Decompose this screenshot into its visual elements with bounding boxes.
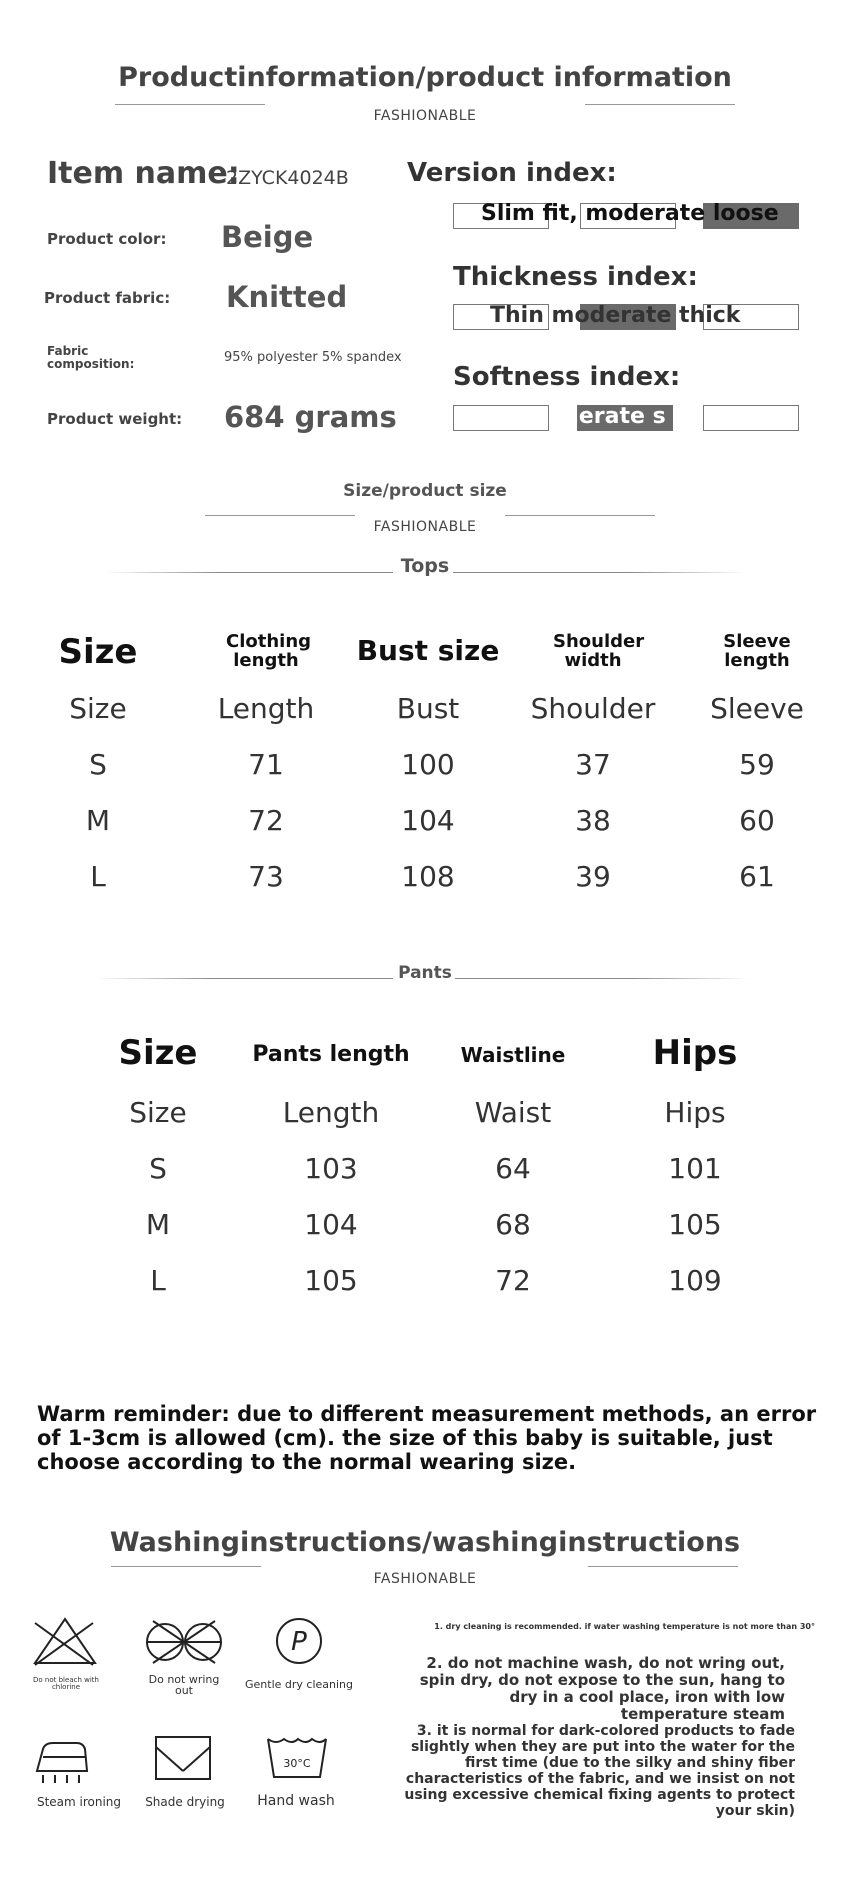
- tops-cell: 100: [401, 748, 455, 781]
- tops-cell: 108: [401, 860, 455, 893]
- tops-cell: 37: [575, 748, 611, 781]
- tops-header: Sleeve length: [723, 631, 791, 671]
- no-wring-icon: [143, 1617, 225, 1667]
- washing-note-1: 1. dry cleaning is recommended. if water washing temperature is not more than 30°: [434, 1622, 815, 1631]
- tops-header: Clothing length: [226, 631, 312, 671]
- size-section-subtitle: FASHIONABLE: [373, 519, 477, 535]
- pants-cell: 109: [668, 1264, 722, 1297]
- washing-note-2: 2. do not machine wash, do not wring out, spin dry, do not expose to the sun, hang to dry in a cool place, iron with low temperature steam: [419, 1654, 785, 1723]
- color-value: Beige: [221, 220, 314, 254]
- pants-cell: S: [149, 1152, 167, 1185]
- no-bleach-label: Do not bleach with chlorine: [33, 1676, 99, 1691]
- thickness-index-title: Thickness index:: [453, 262, 698, 292]
- pants-cell: 105: [304, 1264, 358, 1297]
- warm-reminder: Warm reminder: due to different measurement methods, an error of 1-3cm is allowed (cm). the size of this baby is suitable, just choose according to the normal wearing size.: [37, 1402, 817, 1474]
- tops-cell: 73: [248, 860, 284, 893]
- tops-subheader: Bust: [396, 692, 460, 725]
- composition-label: Fabric composition:: [47, 344, 135, 371]
- tops-header: Size: [58, 632, 138, 672]
- pants-cell: 64: [495, 1152, 531, 1185]
- washing-title: Washinginstructions/washinginstructions: [109, 1527, 741, 1558]
- steam-ironing-label: Steam ironing: [36, 1795, 122, 1809]
- softness-index-title: Softness index:: [453, 362, 681, 392]
- tops-header: Bust size: [356, 634, 500, 667]
- no-bleach-icon: [31, 1615, 99, 1669]
- divider: [588, 1566, 738, 1567]
- size-section-title: Size/product size: [343, 481, 507, 501]
- version-index-text: Slim fit, moderate loose: [481, 201, 779, 226]
- tops-subheader: Length: [217, 692, 315, 725]
- tops-cell: 39: [575, 860, 611, 893]
- softness-box-1: [453, 405, 549, 431]
- weight-value: 684 grams: [224, 400, 397, 434]
- shade-dry-icon: [152, 1733, 214, 1783]
- washing-subtitle: FASHIONABLE: [373, 1571, 477, 1587]
- svg-text:P: P: [291, 1627, 307, 1657]
- weight-label: Product weight:: [47, 410, 183, 428]
- tops-cell: 72: [248, 804, 284, 837]
- pants-cell: 101: [668, 1152, 722, 1185]
- svg-text:30°C: 30°C: [283, 1757, 311, 1770]
- divider: [115, 104, 265, 105]
- tops-cell: 59: [739, 748, 775, 781]
- hand-wash-label: Hand wash: [257, 1793, 335, 1809]
- product-info-subtitle: FASHIONABLE: [373, 108, 477, 124]
- tops-cell: 60: [739, 804, 775, 837]
- pants-cell: 103: [304, 1152, 358, 1185]
- softness-box-3: [703, 405, 799, 431]
- tops-subheader: Shoulder: [530, 692, 656, 725]
- pants-cell: M: [145, 1208, 171, 1241]
- tops-cell: M: [85, 804, 111, 837]
- composition-value: 95% polyester 5% spandex: [224, 350, 402, 365]
- shade-drying-label: Shade drying: [145, 1795, 225, 1809]
- version-index-title: Version index:: [407, 158, 617, 188]
- iron-steam-icon: [33, 1737, 91, 1785]
- pants-subheader: Size: [129, 1096, 187, 1129]
- pants-cell: 105: [668, 1208, 722, 1241]
- pants-subheader: Hips: [664, 1096, 726, 1129]
- softness-index-text: oderate s: [548, 404, 666, 429]
- fabric-label: Product fabric:: [44, 289, 171, 307]
- item-name-label: Item name:: [47, 156, 240, 191]
- pants-header: Pants length: [252, 1042, 410, 1067]
- color-label: Product color:: [47, 230, 167, 248]
- dry-clean-p-icon: [274, 1616, 324, 1666]
- divider: [505, 515, 655, 516]
- pants-cell: 68: [495, 1208, 531, 1241]
- no-wring-label: Do not wring out: [148, 1673, 220, 1697]
- fabric-value: Knitted: [226, 280, 348, 314]
- pants-header: Waistline: [460, 1043, 566, 1067]
- tops-cell: L: [90, 860, 106, 893]
- dry-clean-label: Gentle dry cleaning: [245, 1678, 354, 1691]
- tops-subheader: Size: [69, 692, 127, 725]
- tops-cell: 61: [739, 860, 775, 893]
- tops-title: Tops: [400, 555, 450, 577]
- thickness-index-text: Thin moderate thick: [490, 303, 741, 328]
- pants-title: Pants: [398, 963, 452, 983]
- pants-cell: 104: [304, 1208, 358, 1241]
- pants-cell: L: [150, 1264, 166, 1297]
- divider: [205, 515, 355, 516]
- washing-note-3: 3. it is normal for dark-colored products to fade slightly when they are put into the water for the first time (due to the silky and shiny fiber characteristics of the fabric, and we insist on not using excessive chemical fixing agents to protect your skin): [404, 1723, 795, 1819]
- tops-cell: S: [89, 748, 107, 781]
- divider: [585, 104, 735, 105]
- tops-cell: 38: [575, 804, 611, 837]
- tops-subheader: Sleeve: [710, 692, 804, 725]
- tops-header: Shoulder width: [553, 631, 645, 671]
- product-info-title: Productinformation/product information: [118, 62, 732, 93]
- pants-header: Hips: [652, 1033, 738, 1073]
- pants-cell: 72: [495, 1264, 531, 1297]
- pants-subheader: Length: [282, 1096, 380, 1129]
- item-name-value: 2ZYCK4024B: [226, 167, 349, 189]
- pants-header: Size: [118, 1033, 198, 1073]
- hand-wash-icon: [264, 1733, 330, 1783]
- tops-cell: 104: [401, 804, 455, 837]
- tops-cell: 71: [248, 748, 284, 781]
- pants-subheader: Waist: [474, 1096, 552, 1129]
- divider: [111, 1566, 261, 1567]
